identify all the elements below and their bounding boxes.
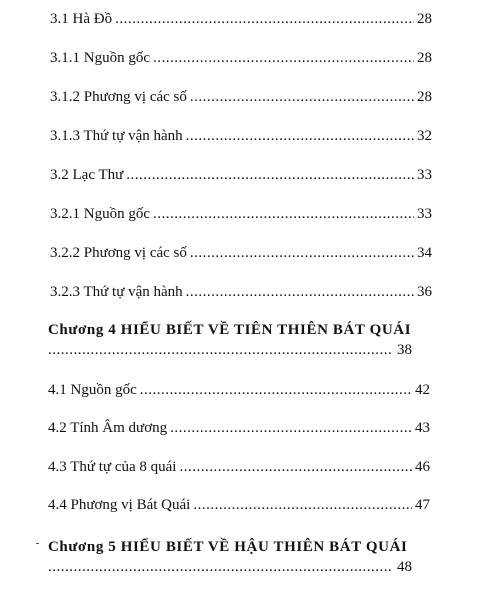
toc-page-number: 47 [415, 497, 430, 513]
toc-entry-4-2[interactable] [48, 419, 430, 437]
toc-entry-4-1[interactable] [48, 381, 430, 399]
toc-entry-label: 3.1.3 Thứ tự vận hành [50, 128, 183, 144]
toc-page-number: 32 [417, 128, 432, 144]
toc-leader-dots [126, 166, 414, 184]
toc-entry-4-3[interactable] [48, 458, 430, 476]
toc-leader-dots [190, 244, 414, 262]
scan-artifact [36, 543, 39, 544]
toc-leader-dots [190, 88, 414, 106]
toc-leader-dots [48, 341, 393, 359]
toc-page-number: 28 [417, 11, 432, 27]
toc-leader-dots [170, 419, 412, 437]
toc-leader-dots [153, 205, 414, 223]
toc-entry-3-1-1[interactable] [50, 49, 432, 67]
toc-entry-label: 4.3 Thứ tự của 8 quái [48, 459, 177, 475]
toc-entry-label: 4.2 Tính Âm dương [48, 420, 168, 436]
toc-chapter-4-title[interactable]: Chương 4 HIỂU BIẾT VỀ TIÊN THIÊN BÁT QUÁI [48, 322, 412, 338]
toc-entry-3-1-2[interactable] [50, 88, 432, 106]
toc-leader-dots [153, 49, 414, 67]
toc-entry-label: 4.4 Phương vị Bát Quái [48, 497, 191, 513]
toc-page-number: 43 [415, 420, 430, 436]
toc-page-number: 33 [417, 167, 432, 183]
toc-leader-dots [186, 127, 414, 145]
toc-entry-3-2[interactable] [50, 166, 432, 184]
toc-entry-3-1-3[interactable] [50, 127, 432, 145]
toc-leader-dots [140, 381, 412, 399]
toc-leader-dots [115, 10, 414, 28]
toc-page-number: 28 [417, 89, 432, 105]
toc-leader-dots [179, 458, 412, 476]
toc-page-number: 48 [397, 559, 412, 575]
toc-page-number: 46 [415, 459, 430, 475]
toc-entry-3-2-1[interactable] [50, 205, 432, 223]
toc-entry-3-1[interactable] [50, 10, 432, 28]
toc-page-number: 36 [417, 284, 432, 300]
toc-leader-dots [48, 558, 393, 576]
toc-page-number: 42 [415, 382, 430, 398]
toc-page-number: 34 [417, 245, 432, 261]
toc-entry-4-4[interactable] [48, 496, 430, 514]
toc-entry-label: 3.2.3 Thứ tự vận hành [50, 284, 183, 300]
toc-entry-3-2-3[interactable] [50, 283, 432, 301]
toc-leader-dots [186, 283, 414, 301]
toc-entry-3-2-2[interactable] [50, 244, 432, 262]
toc-chapter-5-line [48, 558, 412, 576]
toc-chapter-5-title[interactable]: Chương 5 HIỂU BIẾT VỀ HẬU THIÊN BÁT QUÁI [48, 539, 408, 555]
toc-page-number: 38 [397, 342, 412, 358]
toc-entry-label: 3.1.2 Phương vị các số [50, 89, 187, 105]
toc-entry-label: 3.1 Hà Đồ [50, 11, 113, 27]
toc-leader-dots [193, 496, 412, 514]
toc-chapter-4-line [48, 341, 412, 359]
toc-page-number: 33 [417, 206, 432, 222]
toc-entry-label: 3.2.2 Phương vị các số [50, 245, 187, 261]
toc-entry-label: 3.2.1 Nguồn gốc [50, 206, 150, 222]
toc-entry-label: 3.1.1 Nguồn gốc [50, 50, 150, 66]
toc-page-number: 28 [417, 50, 432, 66]
toc-entry-label: 4.1 Nguồn gốc [48, 382, 137, 398]
toc-entry-label: 3.2 Lạc Thư [50, 167, 124, 183]
